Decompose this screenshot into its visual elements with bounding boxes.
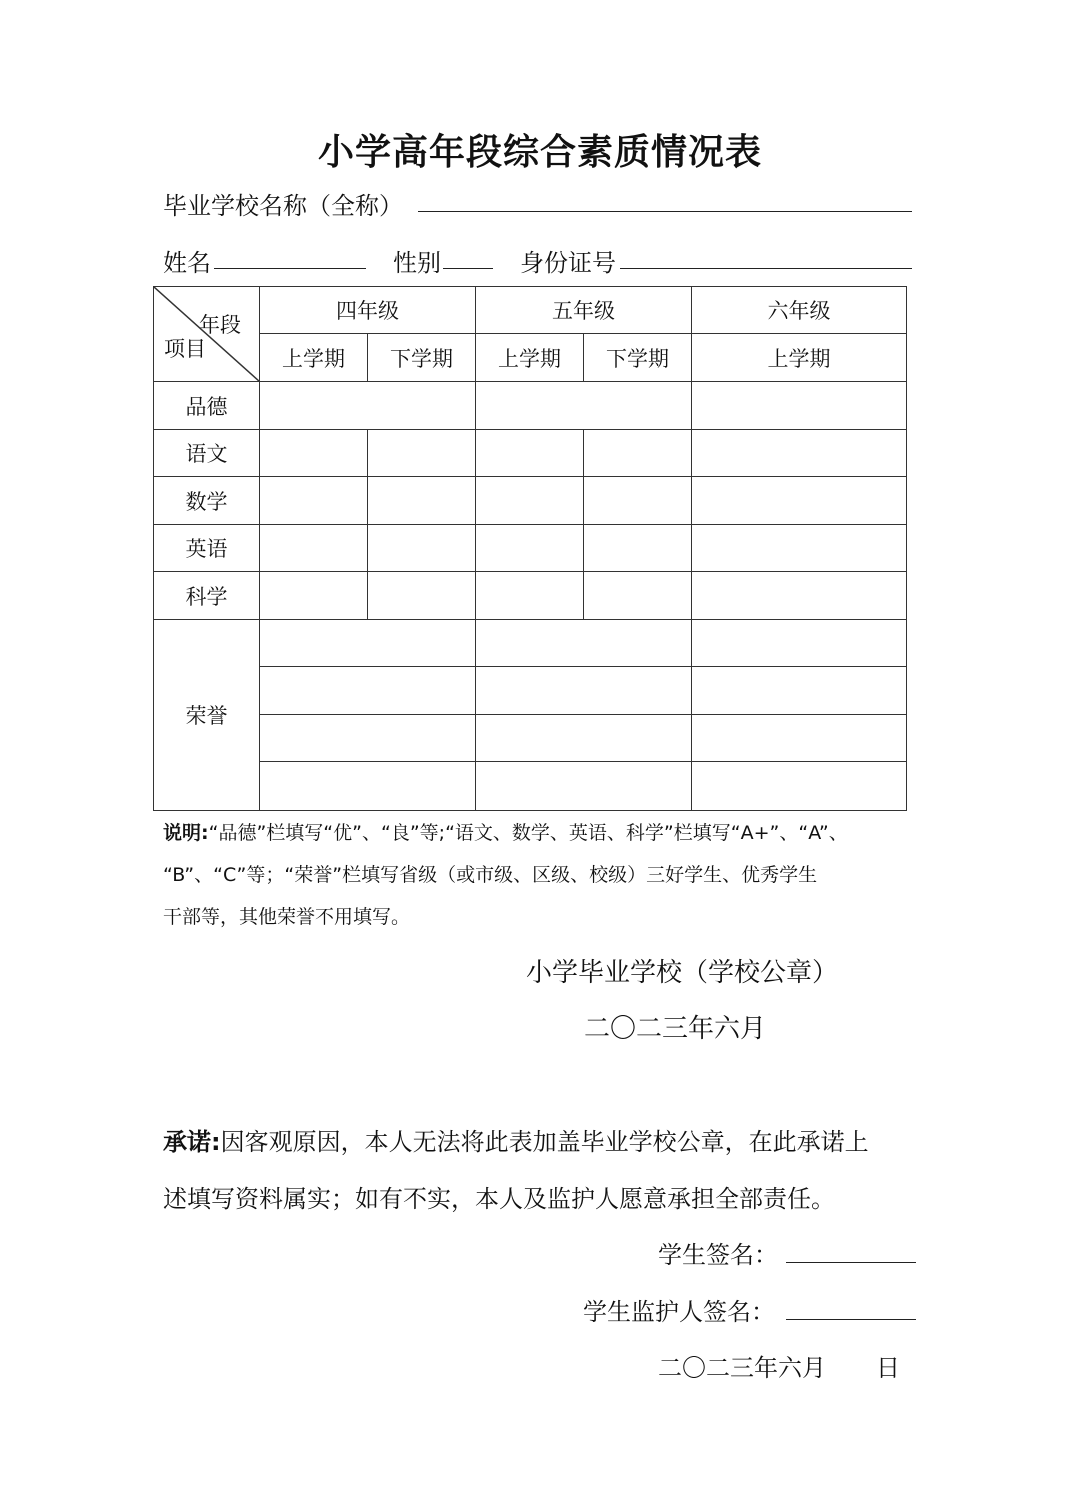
- table-cell[interactable]: [476, 382, 692, 430]
- grade-header: 四年级: [260, 287, 476, 334]
- corner-label-grade: 年段: [199, 313, 241, 337]
- promise-text: 因客观原因，本人无法将此表加盖毕业学校公章，在此承诺上: [220, 1128, 869, 1156]
- promise-label: 承诺:: [163, 1128, 221, 1156]
- table-cell[interactable]: [260, 477, 368, 525]
- honor-cell[interactable]: [476, 667, 692, 715]
- note-line-1: [163, 812, 848, 854]
- honor-cell[interactable]: [692, 620, 907, 667]
- table-cell[interactable]: [368, 477, 476, 525]
- corner-label-item: 项目: [164, 337, 206, 361]
- table-cell[interactable]: [476, 572, 584, 620]
- quality-table: [153, 286, 907, 811]
- table-cell[interactable]: [368, 430, 476, 477]
- row-label-chinese: 语文: [154, 430, 260, 477]
- grade-header: 五年级: [476, 287, 692, 334]
- table-cell[interactable]: [476, 525, 584, 572]
- honor-cell[interactable]: [692, 715, 907, 762]
- page-title: 小学高年段综合素质情况表: [317, 132, 762, 173]
- table-cell[interactable]: [260, 572, 368, 620]
- seal-date: 二〇二三年六月: [584, 1014, 767, 1044]
- note-line-3: 干部等，其他荣誉不用填写。: [163, 906, 411, 928]
- note-line-2: “B”、“C”等；“荣誉”栏填写省级（或市级、区级、校级）三好学生、优秀学生: [163, 864, 818, 886]
- table-cell[interactable]: [692, 525, 907, 572]
- table-corner-cell: [154, 287, 260, 382]
- table-cell[interactable]: [368, 572, 476, 620]
- term-header: 上学期: [476, 334, 584, 382]
- school-name-field[interactable]: [418, 211, 912, 212]
- student-signature-field[interactable]: [786, 1262, 916, 1263]
- honor-cell[interactable]: [260, 620, 476, 667]
- grade-header: 六年级: [692, 287, 907, 334]
- table-cell[interactable]: [476, 477, 584, 525]
- table-cell[interactable]: [584, 430, 692, 477]
- table-cell[interactable]: [260, 430, 368, 477]
- term-header: 上学期: [260, 334, 368, 382]
- id-number-field[interactable]: [620, 268, 912, 269]
- table-cell[interactable]: [584, 477, 692, 525]
- promise-line-1: [163, 1122, 869, 1157]
- school-name-label: 毕业学校名称（全称）: [163, 192, 403, 220]
- honor-cell[interactable]: [476, 715, 692, 762]
- table-cell[interactable]: [692, 382, 907, 430]
- table-cell[interactable]: [584, 572, 692, 620]
- table-cell[interactable]: [260, 382, 476, 430]
- table-cell[interactable]: [692, 430, 907, 477]
- signature-date: 二〇二三年六月: [658, 1354, 826, 1382]
- honor-cell[interactable]: [692, 667, 907, 715]
- table-cell[interactable]: [476, 430, 584, 477]
- school-seal-label: 小学毕业学校（学校公章）: [526, 958, 839, 988]
- table-cell[interactable]: [260, 525, 368, 572]
- row-label-science: 科学: [154, 572, 260, 620]
- guardian-signature-label: 学生监护人签名：: [583, 1298, 775, 1326]
- table-cell[interactable]: [692, 477, 907, 525]
- honor-cell[interactable]: [260, 667, 476, 715]
- table-cell[interactable]: [584, 525, 692, 572]
- guardian-signature-field[interactable]: [786, 1319, 916, 1320]
- row-label-math: 数学: [154, 477, 260, 525]
- student-signature-label: 学生签名：: [658, 1241, 778, 1269]
- gender-field[interactable]: [443, 268, 493, 269]
- honor-cell[interactable]: [476, 620, 692, 667]
- honor-cell[interactable]: [476, 762, 692, 811]
- note-label: 说明:: [163, 822, 209, 844]
- honor-cell[interactable]: [260, 762, 476, 811]
- table-cell[interactable]: [368, 525, 476, 572]
- row-label-moral: 品德: [154, 382, 260, 430]
- term-header: 下学期: [584, 334, 692, 382]
- promise-line-2: 述填写资料属实；如有不实，本人及监护人愿意承担全部责任。: [163, 1185, 835, 1213]
- id-label: 身份证号: [520, 249, 616, 277]
- row-label-english: 英语: [154, 525, 260, 572]
- signature-day: 日: [876, 1354, 900, 1382]
- gender-label: 性别: [393, 249, 441, 277]
- honor-cell[interactable]: [260, 715, 476, 762]
- term-header: 上学期: [692, 334, 907, 382]
- table-cell[interactable]: [692, 572, 907, 620]
- name-field[interactable]: [214, 268, 366, 269]
- row-label-honor: 荣誉: [154, 620, 260, 811]
- name-label: 姓名: [163, 249, 211, 277]
- term-header: 下学期: [368, 334, 476, 382]
- honor-cell[interactable]: [692, 762, 907, 811]
- note-text: “品德”栏填写“优”、“良”等;“语文、数学、英语、科学”栏填写“A+”、“A”、: [208, 822, 848, 844]
